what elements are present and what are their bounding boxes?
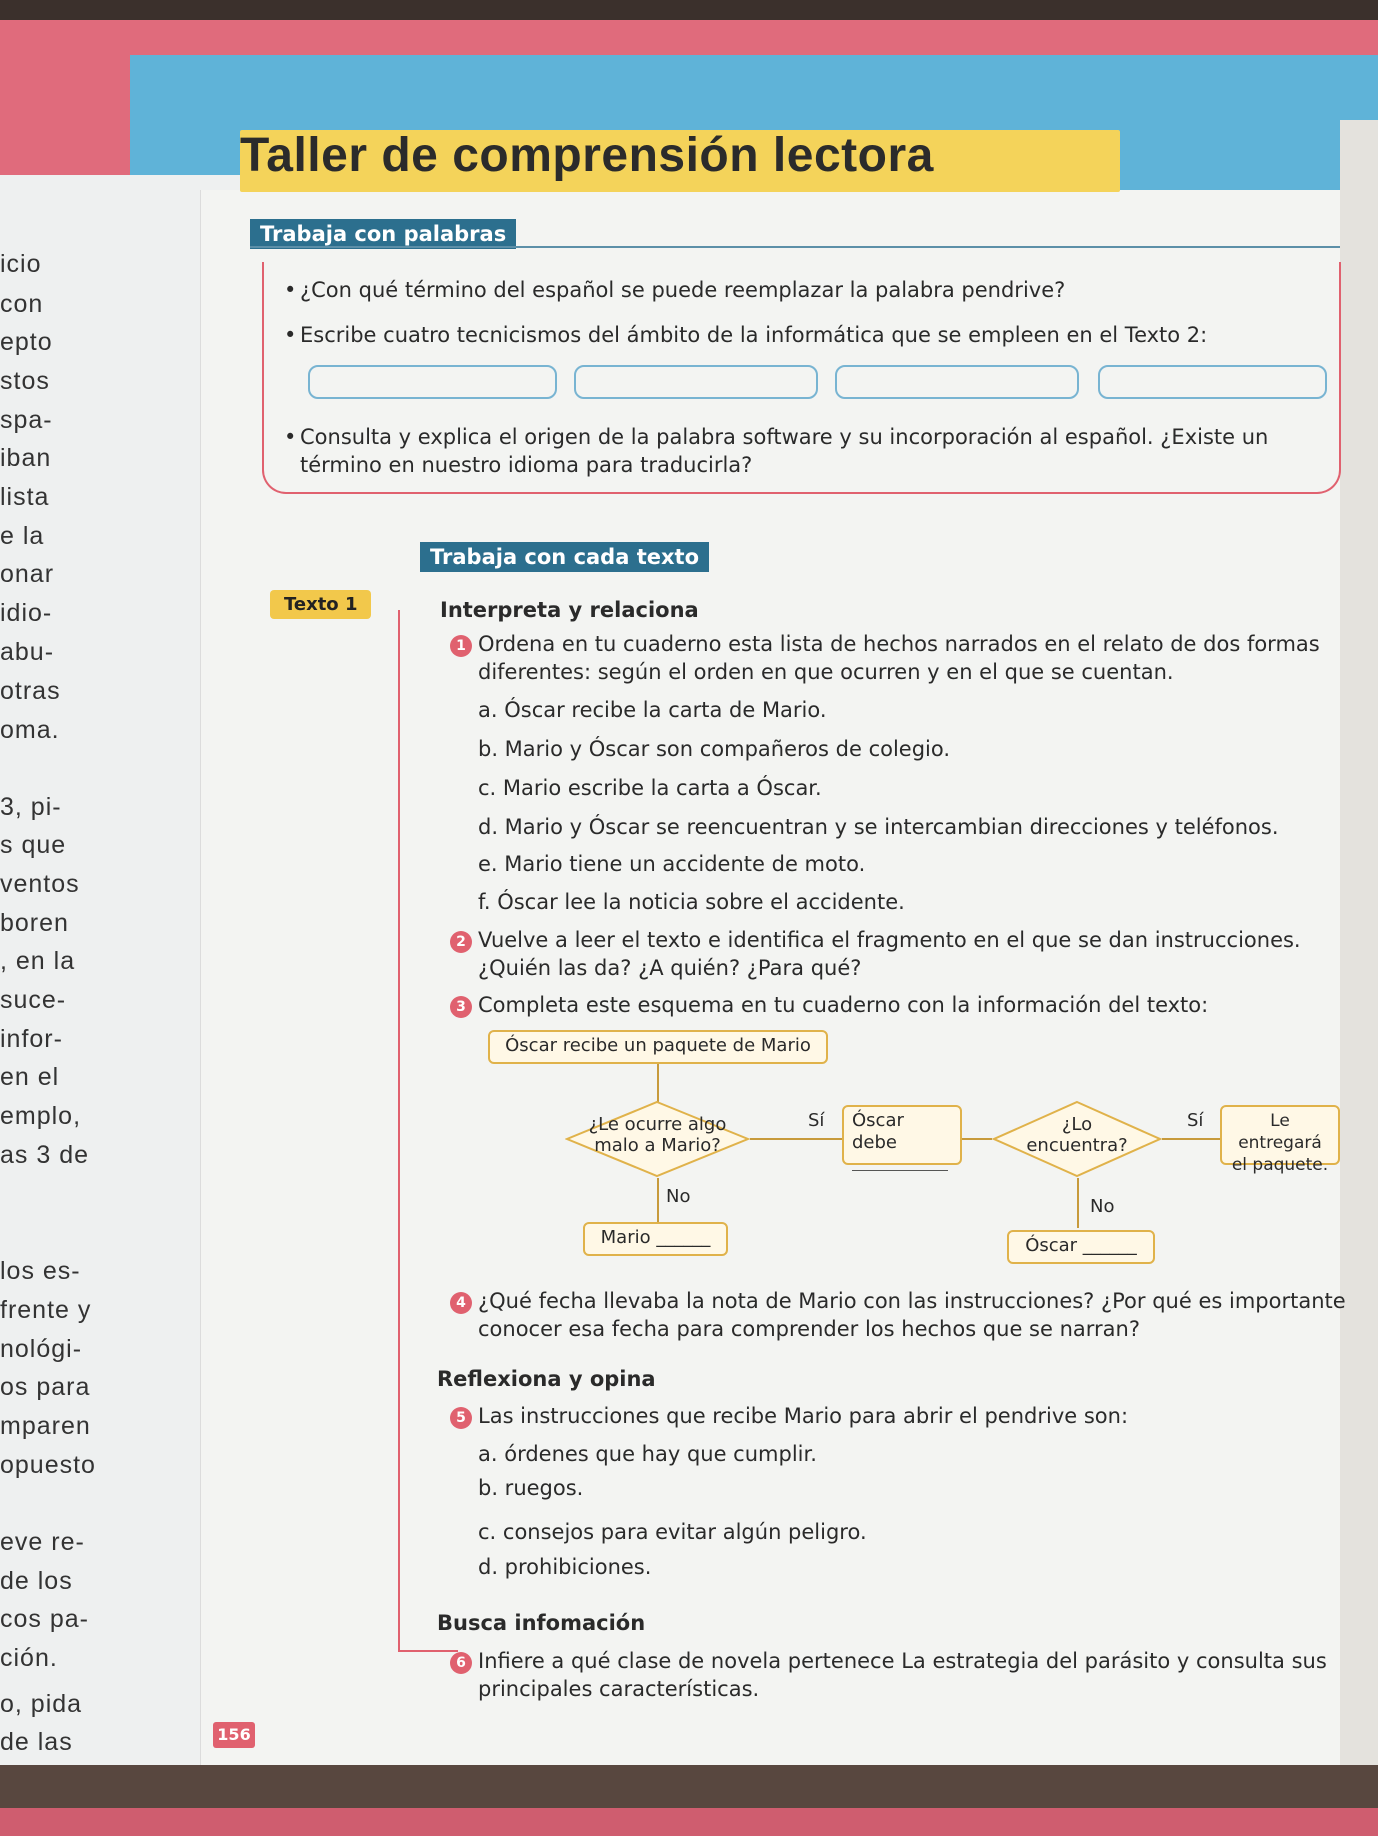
q3-line [450,992,1208,1018]
section-label-cada-texto: Trabaja con cada texto [420,542,709,572]
margin-fragment: stos [0,367,50,395]
list-item: b. Mario y Óscar son compañeros de colegio. [478,737,951,761]
q4-line2: conocer esa fecha para comprender los hechos que se narran? [478,1317,1140,1341]
margin-fragment: o, pida [0,1690,83,1718]
fc-connector [750,1138,842,1140]
fc-end-line1: Le entregará [1238,1111,1322,1153]
margin-fragment: de los [0,1567,73,1595]
q1-line1 [450,631,1320,657]
margin-fragment: epto [0,328,53,356]
list-item: d. prohibiciones. [478,1555,652,1579]
q5-number: 5 [450,1407,472,1429]
fc-diamond-2-line1: ¿Lo [1061,1114,1093,1135]
margin-fragment: e la [0,522,45,550]
margin-fragment: eve re- [0,1528,85,1556]
section1-frame [262,262,1341,494]
list-item: d. Mario y Óscar se reencuentran y se intercambian direcciones y teléfonos. [478,815,1279,839]
list-item: f. Óscar lee la noticia sobre el accidente. [478,890,905,914]
margin-fragment: en el [0,1063,60,1091]
margin-fragment: de las [0,1728,73,1756]
margin-fragment: infor- [0,1025,63,1053]
margin-fragment: mparen [0,1412,91,1440]
list-item: e. Mario tiene un accidente de moto. [478,852,866,876]
margin-fragment: ventos [0,870,80,898]
margin-fragment: s que [0,831,67,859]
margin-fragment: , en la [0,947,76,975]
fc-no-label: No [1090,1196,1115,1217]
fc-diamond-1-line1: ¿Le ocurre algo [588,1114,727,1135]
fc-connector [962,1138,992,1140]
section-rule [250,246,1340,248]
q2-line1 [450,927,1301,953]
fc-oscar-debe-box [842,1105,962,1165]
q1-line2: diferentes: según el orden en que ocurren y en el que se cuentan. [478,660,1174,684]
fc-connector [657,1178,659,1222]
margin-fragment: oma. [0,716,60,744]
list-item: a. Óscar recibe la carta de Mario. [478,698,827,722]
heading-busca: Busca infomación [437,1611,646,1635]
margin-fragment: 3, pi- [0,793,62,821]
fc-connector [657,1064,659,1104]
margin-fragment: emplo, [0,1102,82,1130]
text-tag: Texto 1 [270,590,371,619]
q6-line2: principales características. [478,1677,760,1701]
q2-number: 2 [450,931,472,953]
fc-connector [1162,1138,1220,1140]
margin-fragment: spa- [0,406,53,434]
q3-number: 3 [450,996,472,1018]
fc-oscar-debe-text: Óscar debe [852,1110,904,1153]
margin-fragment: frente y [0,1296,92,1324]
margin-fragment: abu- [0,638,55,666]
margin-fragment: ción. [0,1644,58,1672]
pink-bottom-band [0,1808,1378,1836]
fc-end-box [1220,1105,1340,1175]
fc-yes-label: Sí [1187,1110,1204,1131]
margin-fragment: onar [0,560,55,588]
question-software-line1: • Consulta y explica el origen de la palabra software y su incorporación al español. ¿Existe un [300,424,1268,450]
q3-text: Completa este esquema en tu cuaderno con la información del texto: [478,993,1209,1017]
margin-fragment: os para [0,1373,91,1401]
fc-blank-line [852,1154,948,1171]
q1-text: Ordena en tu cuaderno esta lista de hechos narrados en el relato de dos formas [478,632,1320,656]
fc-yes-label: Sí [808,1110,825,1131]
margin-fragment: opuesto [0,1451,96,1479]
fc-mario-box: Mario ______ [583,1222,728,1256]
q6-text: Infiere a qué clase de novela pertenece La estrategia del parásito y consulta sus [478,1649,1327,1673]
page-number: 156 [213,1722,255,1748]
q5-line [450,1403,1128,1429]
section2-frame-line [398,610,400,1650]
q2-line2: ¿Quién las da? ¿A quién? ¿Para qué? [478,956,862,980]
margin-fragment: lista [0,483,50,511]
fc-diamond-1-line2: malo a Mario? [594,1135,721,1156]
margin-fragment: idio- [0,599,53,627]
q1-number: 1 [450,635,472,657]
section2-frame-foot [398,1650,458,1652]
margin-fragment: cos pa- [0,1605,89,1633]
margin-fragment: nológi- [0,1335,83,1363]
margin-fragment: boren [0,909,69,937]
heading-reflexiona: Reflexiona y opina [437,1367,656,1391]
q2-text: Vuelve a leer el texto e identifica el fragmento en el que se dan instrucciones. [478,928,1301,952]
fc-oscar-box: Óscar ______ [1007,1230,1155,1264]
right-page-edge [1340,120,1378,1770]
question-tecnicismos: • Escribe cuatro tecnicismos del ámbito de la informática que se empleen en el Texto 2: [300,322,1207,348]
q6-number: 6 [450,1652,472,1674]
fc-diamond-1-text [565,1114,750,1156]
question-pendrive: • ¿Con qué término del español se puede reemplazar la palabra pendrive? [300,277,1065,303]
fc-connector [1077,1178,1079,1228]
section-label-trabaja-palabras: Trabaja con palabras [250,219,516,249]
q4-text: ¿Qué fecha llevaba la nota de Mario con las instrucciones? ¿Por qué es importante [478,1289,1346,1313]
fc-end-line2: el paquete. [1231,1155,1329,1175]
margin-fragment: iban [0,444,52,472]
margin-fragment: suce- [0,986,67,1014]
margin-fragment: los es- [0,1257,81,1285]
q5-text: Las instrucciones que recibe Mario para abrir el pendrive son: [478,1404,1129,1428]
question-software-line2: término en nuestro idioma para traducirla? [300,453,753,477]
fc-start-box: Óscar recibe un paquete de Mario [488,1030,828,1064]
list-item: a. órdenes que hay que cumplir. [478,1442,817,1466]
q4-number: 4 [450,1292,472,1314]
margin-fragment: con [0,290,44,318]
list-item: c. consejos para evitar algún peligro. [478,1520,867,1544]
margin-fragment: otras [0,677,61,705]
page-title: Taller de comprensión lectora [240,129,934,182]
q4-line1 [450,1288,1346,1314]
margin-fragment: icio [0,250,42,278]
fc-diamond-2-text [992,1114,1162,1156]
fc-diamond-2-line2: encuentra? [1026,1135,1128,1156]
margin-fragment: as 3 de [0,1141,90,1169]
q6-line1 [450,1648,1327,1674]
fc-no-label: No [666,1186,691,1207]
list-item: c. Mario escribe la carta a Óscar. [478,776,822,800]
list-item: b. ruegos. [478,1476,584,1500]
subheading-interpreta: Interpreta y relaciona [440,598,699,622]
